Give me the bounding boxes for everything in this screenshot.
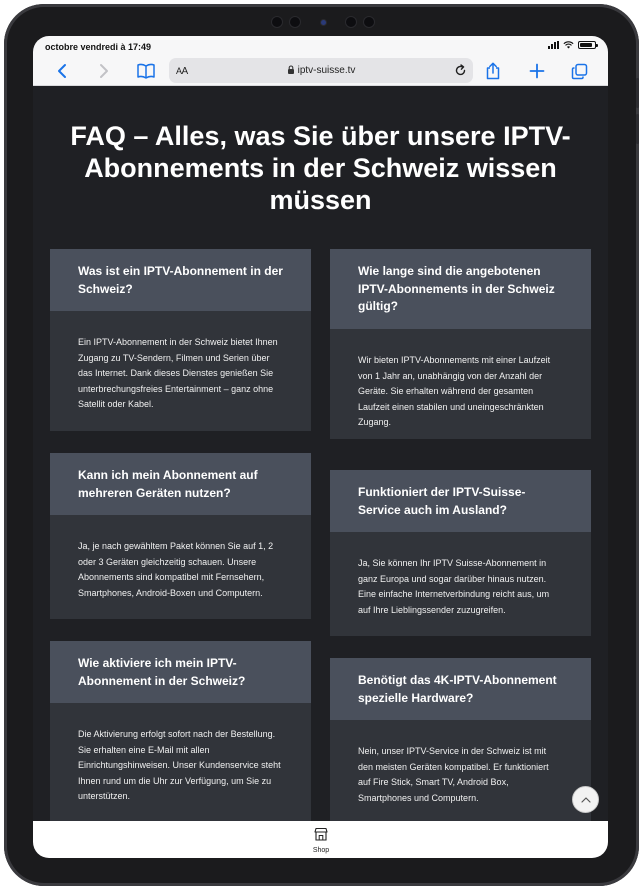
faq-question: Funktioniert der IPTV-Suisse-Service auch im Ausland?	[330, 470, 591, 532]
battery-icon	[578, 41, 596, 49]
faq-answer: Ja, je nach gewähltem Paket können Sie auf 1, 2 oder 3 Geräten gleichzeitig schauen. Unsere Abonnements sind kompatibel mit Fernsehern, Smartphones, Android-Boxen und Computern.	[50, 515, 311, 619]
address-bar[interactable]	[169, 58, 473, 83]
chevron-up-icon	[581, 796, 591, 803]
text-size-small-label: A	[176, 66, 182, 76]
back-icon	[55, 63, 69, 79]
new-tab-button[interactable]	[525, 59, 549, 83]
status-time: octobre vendredi à 17:49	[45, 42, 152, 52]
reload-button[interactable]	[452, 62, 469, 79]
shop-icon	[314, 827, 328, 841]
status-icons	[548, 41, 596, 49]
forward-icon	[97, 63, 111, 79]
camera-icon	[290, 17, 300, 27]
reload-icon	[454, 64, 467, 77]
device-screen	[33, 36, 608, 858]
faq-question: Kann ich mein Abonnement auf mehreren Geräten nutzen?	[50, 453, 311, 515]
share-button[interactable]	[481, 59, 505, 83]
share-icon	[485, 62, 501, 80]
faq-answer: Wir bieten IPTV-Abonnements mit einer Laufzeit von 1 Jahr an, unabhängig von der Anzahl der Geräte. Sie erhalten während der gesamten Laufzeit einen stabilen und uneingeschränkten Zugang.	[330, 329, 591, 439]
faq-answer: Nein, unser IPTV-Service in der Schweiz ist mit den meisten Geräten kompatibel. Er funktioniert auf Fire Stick, Smart TV, Android Box, Smartphones und Computern.	[330, 720, 591, 821]
camera-icon	[346, 17, 356, 27]
faq-item[interactable]	[50, 453, 311, 619]
faq-item[interactable]	[330, 249, 591, 439]
bookmarks-button[interactable]	[134, 59, 158, 83]
volume-down-button	[636, 114, 639, 144]
battery-level	[580, 43, 592, 47]
faq-answer: Ja, Sie können Ihr IPTV Suisse-Abonnement in ganz Europa und sogar darüber hinaus nutzen. Eine einfache Internetverbindung reicht aus, um auf Ihre Lieblingssender zuzugreifen.	[330, 532, 591, 636]
url-display[interactable]	[169, 65, 473, 76]
forward-button[interactable]	[92, 59, 116, 83]
faq-question: Wie aktiviere ich mein IPTV-Abonnement in der Schweiz?	[50, 641, 311, 703]
url-text: iptv-suisse.tv	[297, 65, 356, 76]
lock-icon	[287, 65, 295, 74]
volume-up-button	[636, 78, 639, 108]
status-bar	[33, 36, 608, 56]
scroll-to-top-button[interactable]	[572, 786, 599, 813]
bottom-nav	[33, 821, 608, 858]
faq-item[interactable]	[50, 641, 311, 821]
sensor-icon	[272, 17, 282, 27]
cellular-signal-icon	[548, 41, 559, 49]
tabs-button[interactable]	[567, 59, 591, 83]
faq-answer: Die Aktivierung erfolgt sofort nach der Bestellung. Sie erhalten eine E-Mail mit allen Einrichtungshinweisen. Unser Kundenservice steht Ihnen rund um die Uhr zur Verfügung, um Sie zu unterstützen.	[50, 703, 311, 821]
faq-item[interactable]	[50, 249, 311, 431]
sensor-icon	[364, 17, 374, 27]
page-content	[33, 87, 608, 821]
browser-toolbar	[33, 56, 608, 86]
faq-item[interactable]	[330, 470, 591, 636]
indicator-light-icon	[321, 20, 326, 25]
faq-question: Wie lange sind die angebotenen IPTV-Abonnements in der Schweiz gültig?	[330, 249, 591, 329]
new-tab-icon	[529, 63, 545, 79]
shop-label: Shop	[312, 847, 330, 854]
faq-question: Was ist ein IPTV-Abonnement in der Schweiz?	[50, 249, 311, 311]
wifi-icon	[563, 41, 574, 49]
faq-title: FAQ – Alles, was Sie über unsere IPTV-Abonnements in der Schweiz wissen müssen	[70, 121, 571, 215]
back-button[interactable]	[50, 59, 74, 83]
tabs-icon	[571, 63, 588, 80]
faq-answer: Ein IPTV-Abonnement in der Schweiz bietet Ihnen Zugang zu TV-Sendern, Filmen und Serien über das Internet. Dank dieses Dienstes genießen Sie unterbrechungsfreies Entertainment – ganz ohne Satellit oder Kabel.	[50, 311, 311, 431]
camera-bar	[272, 14, 378, 30]
bookmarks-icon	[136, 63, 156, 79]
faq-item[interactable]	[330, 658, 591, 821]
shop-button[interactable]	[301, 827, 341, 855]
faq-question: Benötigt das 4K-IPTV-Abonnement spezielle Hardware?	[330, 658, 591, 720]
text-size-big-label: A	[181, 66, 188, 77]
